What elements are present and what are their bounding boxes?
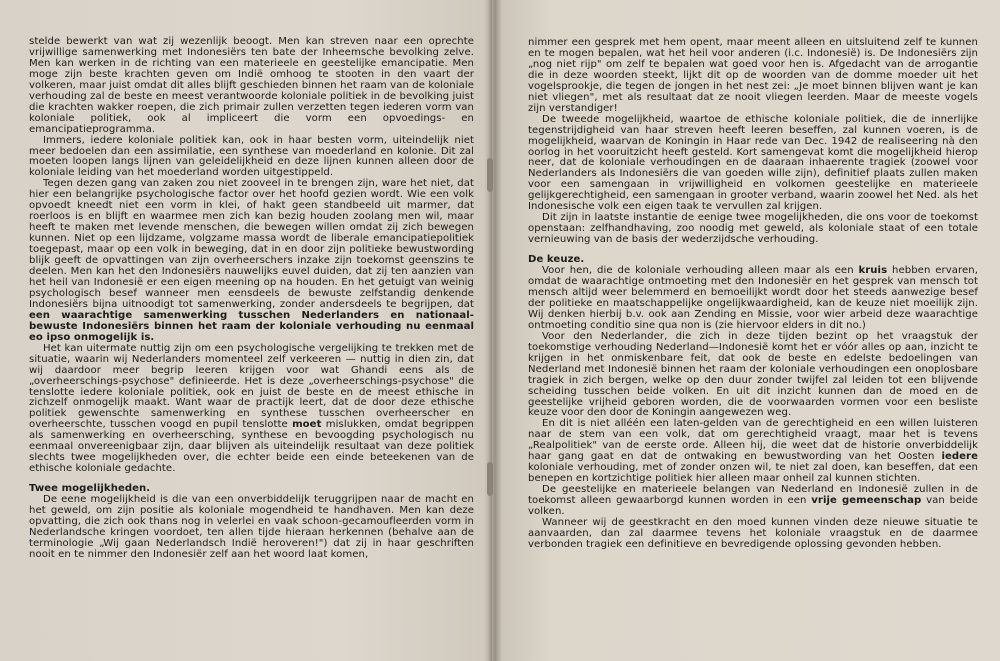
text-run: De geestelijke en materieele belangen van Nederland en Indonesië zullen in de toekomst alleen gewaarborgd kunnen worden in een: [528, 484, 978, 507]
bold-word: kruis: [858, 265, 888, 277]
paragraph: nimmer een gesprek met hem opent, maar meent alleen en uitsluitend zelf te kunnen en te mogen bepalen, wat het heil voor anderen (i.c. Indonesië) is. De Indonesiërs zijn „nog niet rijp" om zelf te bepalen wat goed voor hen is. Afgedacht van de arrogantie die in deze woorden steekt, lijkt dit op de woorden van de domme moeder uit het vogelsprookje, die tegen de jongen in het nest zei: „Je moet binnen blijven want je kan niet vliegen", met als resultaat dat ze nooit vliegen leerden. Maar de meeste vogels zijn verstandiger!: [528, 37, 978, 114]
paragraph: [528, 266, 978, 332]
paragraph: [29, 179, 474, 343]
paragraph: Voor den Nederlander, die zich in deze tijden bezint op het vraagstuk der toekomstige verhouding Nederland—Indonesië komt het er vóór alles op aan, inzicht te krijgen in het onmiskenbare feit, dat ook de beste en edelste bedoelingen van Nederland met Indonesië binnen het raam der koloniale verhoudingen een onoplosbare tragiek in zich bergen, welke op den duur zonder twijfel zal leiden tot een blijvende scheiding tusschen beide volken. En uit dit inzicht kunnen dan de moed en de geestelijke vrijheid geboren worden, die de voorwaarden vormen voor een besliste keuze voor den door de Koningin aangewezen weg.: [528, 330, 978, 419]
paragraph: [29, 344, 474, 475]
staple-bottom: [487, 462, 493, 496]
bold-word: moet: [292, 419, 322, 431]
text-run: van beide volken.: [528, 495, 978, 518]
bold-phrase: vrije gemeenschap: [811, 495, 922, 507]
text-run: En dit is niet alléén een laten-gelden van de gerechtigheid en een willen luisteren naar de stem van een volk, dat om gerechtigheid vraagt, maar het is tevens „Realpolitiek" van de eerste orde. Alleen hij, die weet dat de historie onverbiddelijk haar gang gaat en dat de ontwaking en bewustwording van het Oosten: [528, 418, 978, 463]
text-run: mislukken, omdat begrippen als samenwerking en overheersching, synthese en bevoogding psychologisch nu eenmaal onvereenigbaar zijn, daar blijven als uiteindelijk resultaat van deze politiek slechts twee mogelijkheden over, die echter beide een einde beteekenen van de ethische koloniale gedachte.: [29, 419, 474, 475]
binding-gutter: [488, 0, 502, 661]
text-run: koloniale verhouding, met of zonder onzen wil, te niet zal doen, kan beseffen, dat een benepen en kortzichtige politiek hier alleen maar onheil zal kunnen stichten.: [528, 462, 978, 485]
paragraph: [528, 485, 978, 518]
bold-word: iedere: [941, 451, 978, 463]
staple-top: [487, 158, 493, 192]
text-run: Tegen dezen gang van zaken zou niet zooveel in te brengen zijn, ware het niet, dat hier een belangrijke psychologische factor over het hoofd gezien wordt. Wie een volk opvoedt kneedt niet een vorm in klei, of hakt geen standbeeld uit marmer, dat roerloos is en blijft en waarmee men zich kan bezig houden zoolang men wil, maar heeft te maken met levende menschen, die bewegen willen omdat zij zich bewegen kunnen. Niet op een lijdzame, volgzame massa wordt de liberale emancipatiepolitiek toegepast, maar op een volk in beweging, dat in en door zijn politieke bewustwording blijk geeft de opvattingen van zijn overheerschers inzake zijn toekomst geenszins te deelen. Men kan het den Indonesiërs nauwelijks euvel duiden, dat zij ten aanzien van het heil van Indonesië er een eigen meening op na houden. En het getuigt van weinig psychologisch besef wanneer men eensdeels de bewuste zelfstandig denkende Indonesiërs bijna uitnoodigt tot samenwerking, zonder andersdeels te begrijpen, dat: [29, 178, 474, 310]
paragraph: Dit zijn in laatste instantie de eenige twee mogelijkheden, die ons voor de toekomst openstaan: zelfhandhaving, zoo noodig met geweld, als koloniale staat of een totale vernieuwing van de basis der wederzijdsche verhouding.: [528, 212, 978, 246]
section-heading: De keuze.: [528, 254, 585, 266]
paragraph: stelde bewerkt van wat zij wezenlijk beoogt. Men kan streven naar een oprechte vrijwillige samenwerking met Indonesiërs ten bate der Inheemsche bevolking zelve. Men kan werken in de richting van een materieele en geestelijke emancipatie. Men moge zijn beste krachten geven om Indië omhoog te stooten in den vaart der volkeren, maar juist omdat dit alles blijft geschieden binnen het raam van de koloniale verhouding zal de beste en meest verantwoorde koloniale politiek in de bevolking juist die krachten wakker roepen, die zich primair zullen verzetten tegen iederen vorm van koloniale politiek, ook al impliceert die vorm een opvoedings- en emancipatieprogramma.: [29, 36, 474, 135]
text-run: Voor hen, die de koloniale verhouding alleen maar als een: [542, 265, 859, 277]
paragraph: De eene mogelijkheid is die van een onverbiddelijk teruggrijpen naar de macht en het geweld, om zijn positie als koloniale mogendheid te handhaven. Men kan deze opvatting, die zich ook thans nog in velerlei en vaak schoon-gecamoufleerden vorm in Nederlandsche kringen voordoet, ten allen tijde hieraan herkennen (behalve aan de terminologie „Wij gaan Nederlandsch Indië heroveren!") dat zij in haar geschriften nooit en te nimmer den Indonesiër zelf aan het woord laat komen,: [29, 494, 474, 560]
section-heading: Twee mogelijkheden.: [29, 483, 151, 495]
paragraph: [528, 419, 978, 485]
text-run: Het kan uitermate nuttig zijn om een psychologische vergelijking te trekken met de situatie, waarin wij Nederlanders momenteel zelf verkeeren — nuttig in dien zin, dat wij daardoor meer begrip leeren krijgen voor wat Ghandi eens als de „overheerschings-psychose" definieerde. Het is deze „overheerschings-psychose" die tenslotte iedere koloniale politiek, ook en juist de beste en de meest ethische in zichzelf onmogelijk maakt. Want waar de practijk leert, dat de door deze ethische politiek gewenschte samenwerking en synthese tusschen overheerscher en overheerschte, tusschen voogd en pupil tenslotte: [29, 342, 474, 431]
left-page: [0, 0, 492, 661]
text-run: hebben ervaren, omdat de waarachtige ontmoeting met den Indonesiër en het gesprek van mensch tot mensch altijd weer belemmerd en bemoeilijkt wordt door het steeds aanwezige besef der politieke en maatschappelijke ongelijkwaardigheid, kan de keuze niet moeilijk zijn. Wij denken hierbij b.v. ook aan Zending en Missie, voor wier arbeid deze waarachtige ontmoeting conditio sine qua non is (zie hiervoor elders in dit no.): [528, 265, 978, 331]
bold-statement: een waarachtige samenwerking tusschen Nederlanders en nationaal-bewuste Indonesiërs binnen het raam der koloniale verhouding nu eenmaal eo ipso onmogelijk is.: [29, 309, 474, 343]
paragraph: De tweede mogelijkheid, waartoe de ethische koloniale politiek, die de innerlijke tegenstrijdigheid van haar streven heeft leeren beseffen, zal kunnen voeren, is de mogelijkheid, waarvan de Koningin in Haar rede van Dec. 1942 de realiseering nà den oorlog in het vooruitzicht heeft gesteld. Kort samengevat komt die mogelijkheid hierop neer, dat de koloniale verhoudingen en de daaraan inhaerente tragiek (zoowel voor Nederlanders als Indonesiërs die van goeden wille zijn), definitief plaats zullen maken voor een samengaan in vrijwilligheid en volkomen geestelijke en materieele gelijkgerechtigheid, een samengaan in grooter verband, waarin zoowel het Ned. als het Indonesische volk een eigen taak te vervullen zal krijgen.: [528, 113, 978, 213]
right-page: [492, 0, 1000, 661]
paragraph: Immers, iedere koloniale politiek kan, ook in haar besten vorm, uiteindelijk niet meer bedoelen dan een assimilatie, een synthese van moederland en kolonie. Dit zal moeten loopen langs lijnen van geleidelijkheid en deze lijnen kunnen alleen door de koloniale leiding van het moederland worden uitgestippeld.: [29, 134, 474, 179]
paragraph: Wanneer wij de geestkracht en den moed kunnen vinden deze nieuwe situatie te aanvaarden, dan zal daarmee tevens het koloniale vraagstuk en de daarmee verbonden tragiek een definitieve en bevredigende oplossing gevonden hebben.: [528, 516, 978, 550]
